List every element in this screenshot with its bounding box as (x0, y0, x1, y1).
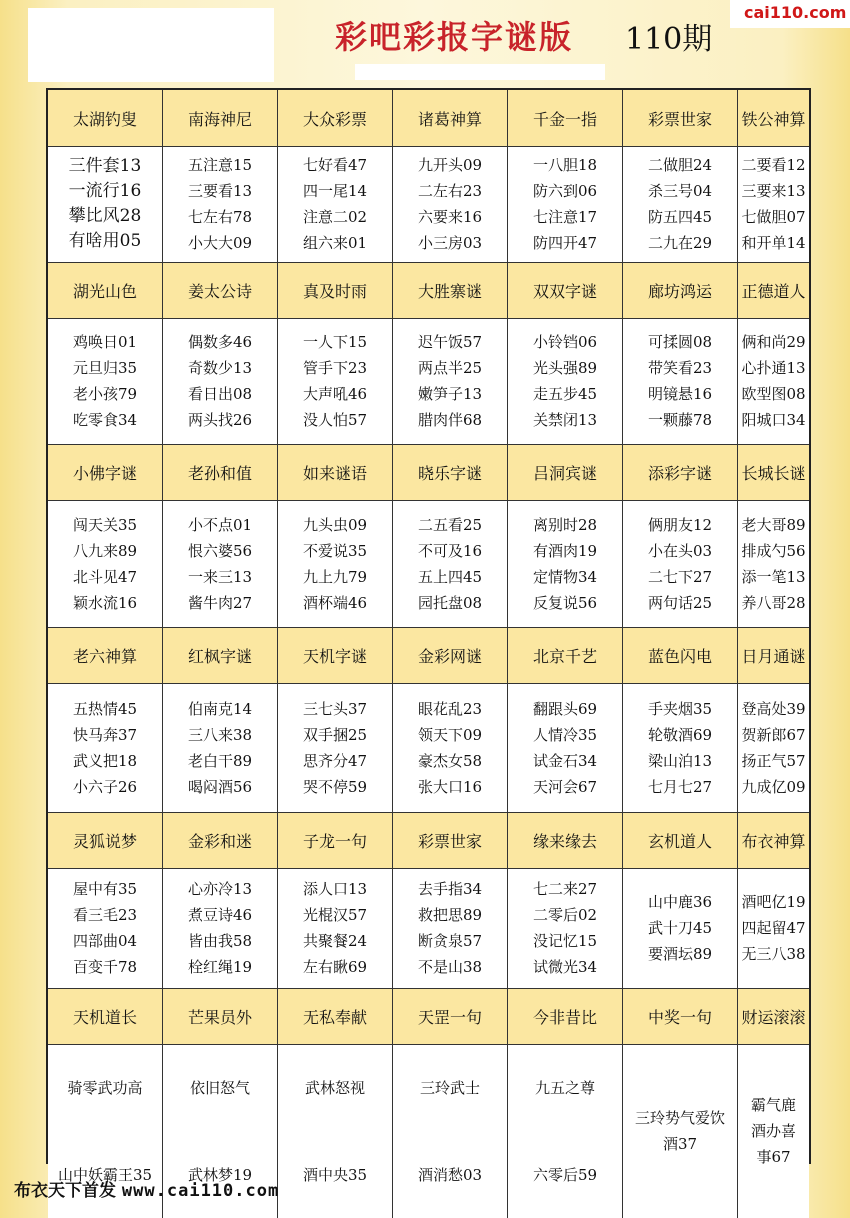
riddle-line: 九五之尊 (534, 1078, 595, 1097)
riddle-line: 离别时28 (532, 515, 598, 534)
column-header: 铁公神算 (741, 109, 806, 129)
riddle-line: 试金石34 (532, 751, 598, 770)
riddle-line: 一八胆18 (532, 156, 598, 174)
riddle-line: 光头强89 (532, 359, 598, 377)
riddle-line: 三玲势气爱饮酒37 (634, 1109, 725, 1153)
riddle-line: 不爱说35 (302, 541, 368, 560)
riddle-line: 一来三13 (187, 567, 253, 586)
column-header: 真及时雨 (278, 262, 393, 318)
riddle-line: 栓红绳19 (187, 958, 253, 976)
riddle-line: 豪杰女58 (417, 751, 483, 770)
riddle-line: 排成勺56 (741, 541, 806, 560)
riddle-cell (48, 683, 163, 812)
riddle-line: 二七下27 (647, 567, 713, 586)
riddle-line: 酒中央35 (302, 1165, 368, 1184)
riddle-line: 二左右23 (417, 182, 483, 200)
row-divider (48, 500, 809, 501)
header-row (48, 627, 809, 683)
riddle-line: 手夹烟35 (647, 699, 713, 718)
column-header: 日月通谜 (741, 646, 806, 666)
riddle-line: 酒消愁03 (417, 1165, 483, 1184)
riddle-line: 三要看13 (187, 182, 253, 200)
column-header: 财运滚滚 (741, 1007, 806, 1027)
riddle-line: 恨六婆56 (187, 541, 253, 560)
body-row (48, 868, 809, 988)
riddle-line: 小不点01 (187, 515, 253, 534)
column-header: 双双字谜 (508, 262, 623, 318)
column-header: 老孙和值 (163, 444, 278, 500)
riddle-line: 七做胆07 (741, 208, 806, 226)
riddle-line: 光棍汉57 (302, 906, 368, 924)
riddle-cell (738, 683, 809, 812)
riddle-line: 骑零武功高 (67, 1078, 143, 1097)
riddle-line: 武林梦19 (187, 1165, 253, 1184)
header-row (48, 90, 809, 146)
riddle-cell (508, 500, 623, 627)
body-row (48, 146, 809, 262)
row-divider (48, 146, 809, 147)
riddle-line: 轮敬酒69 (647, 725, 713, 744)
issue-number: 110期 (625, 22, 713, 57)
riddle-line: 吃零食34 (72, 411, 138, 429)
column-header: 正德道人 (741, 281, 806, 301)
column-header: 蓝色闪电 (623, 627, 738, 683)
riddle-line: 九开头09 (417, 156, 483, 174)
riddle-line: 三件套13 (68, 156, 142, 176)
riddle-line: 心扑通13 (741, 359, 806, 377)
riddle-cell (393, 500, 508, 627)
riddle-line: 百变千78 (72, 958, 138, 976)
riddle-line: 老小孩79 (72, 385, 138, 403)
column-header: 大胜寨谜 (393, 262, 508, 318)
riddle-line: 养八哥28 (741, 593, 806, 612)
column-header: 中奖一句 (623, 988, 738, 1044)
riddle-cell (738, 500, 809, 627)
footer-url[interactable]: www.cai110.com (121, 1181, 280, 1201)
column-header: 天机字谜 (278, 627, 393, 683)
footer-text: 布衣天下首发 (14, 1181, 116, 1201)
column-header: 彩票世家 (623, 90, 738, 146)
riddle-cell (623, 146, 738, 262)
row-divider (48, 1044, 809, 1045)
riddle-line: 三八来38 (187, 725, 253, 744)
riddle-line: 武十刀45 (647, 919, 713, 937)
row-divider (48, 627, 809, 628)
riddle-line: 颖水流16 (72, 593, 138, 612)
riddle-line: 伯南克14 (187, 699, 253, 718)
riddle-cell (738, 318, 809, 444)
riddle-line: 防五四45 (647, 208, 713, 226)
column-header: 老六神算 (48, 627, 163, 683)
riddle-line: 二九在29 (647, 234, 713, 252)
riddle-line: 要酒坛89 (647, 945, 713, 963)
riddle-line: 七月七27 (647, 777, 713, 796)
riddle-cell (393, 683, 508, 812)
riddle-line: 没记忆15 (532, 932, 598, 950)
column-header: 缘来缘去 (508, 812, 623, 868)
riddle-line: 三玲武士 (419, 1078, 480, 1097)
footer (14, 1176, 279, 1201)
riddle-line: 防六到06 (532, 182, 598, 200)
riddle-cell (738, 1044, 809, 1218)
riddle-line: 武义把18 (72, 751, 138, 770)
riddle-line: 七注意17 (532, 208, 598, 226)
column-header: 太湖钓叟 (48, 90, 163, 146)
header-row (48, 812, 809, 868)
riddle-cell (508, 868, 623, 988)
riddle-line: 奇数少13 (187, 359, 253, 377)
riddle-cell (278, 146, 393, 262)
riddle-line: 没人怕57 (302, 411, 368, 429)
riddle-line: 六要来16 (417, 208, 483, 226)
riddle-line: 五上四45 (417, 567, 483, 586)
riddle-cell (393, 146, 508, 262)
riddle-line: 快马奔37 (72, 725, 138, 744)
column-header: 吕洞宾谜 (508, 444, 623, 500)
riddle-line: 酒杯端46 (302, 593, 368, 612)
riddle-cell (48, 500, 163, 627)
top-left-blank-box (28, 8, 274, 82)
riddle-line: 二要看12 (741, 156, 806, 174)
riddle-cell (738, 868, 809, 988)
riddle-line: 天河会67 (532, 777, 598, 796)
column-header: 千金一指 (508, 90, 623, 146)
riddle-line: 九头虫09 (302, 515, 368, 534)
riddle-line: 三要来13 (741, 182, 806, 200)
riddle-line: 霸气鹿酒办喜事67 (750, 1096, 796, 1166)
riddle-line: 一颗藤78 (647, 411, 713, 429)
riddle-line: 四起留47 (741, 919, 806, 937)
riddle-line: 八九来89 (72, 541, 138, 560)
riddle-line: 两点半25 (417, 359, 483, 377)
column-header: 诸葛神算 (393, 90, 508, 146)
riddle-line: 防四开47 (532, 234, 598, 252)
riddle-line: 闯天关35 (72, 515, 138, 534)
riddle-line: 山中鹿36 (647, 893, 713, 911)
row-divider (48, 812, 809, 813)
riddle-cell (393, 868, 508, 988)
riddle-cell (163, 318, 278, 444)
riddle-line: 二零后02 (532, 906, 598, 924)
column-header: 金彩网谜 (393, 627, 508, 683)
column-header: 添彩字谜 (623, 444, 738, 500)
riddle-cell (48, 868, 163, 988)
riddle-cell (508, 146, 623, 262)
body-row (48, 500, 809, 627)
row-divider (48, 444, 809, 445)
riddle-line: 不可及16 (417, 541, 483, 560)
riddle-line: 九成亿09 (741, 777, 806, 796)
riddle-line: 大声吼46 (302, 385, 368, 403)
column-header: 红枫字谜 (163, 627, 278, 683)
header-row (48, 262, 809, 318)
riddle-line: 无三八38 (741, 945, 806, 963)
riddle-line: 迟午饭57 (417, 333, 483, 351)
riddle-line: 俩和尚29 (741, 333, 806, 351)
riddle-line: 不是山38 (417, 958, 483, 976)
riddle-cell (163, 683, 278, 812)
riddle-line: 九上九79 (302, 567, 368, 586)
riddle-line: 小铃铛06 (532, 333, 598, 351)
riddle-line: 六零后59 (532, 1165, 598, 1184)
riddle-line: 注意二02 (302, 208, 368, 226)
column-header: 如来谜语 (278, 444, 393, 500)
riddle-line: 关禁闭13 (532, 411, 598, 429)
row-divider (48, 318, 809, 319)
title-underline-box (355, 64, 605, 80)
riddle-line: 救把思89 (417, 906, 483, 924)
column-header: 长城长谜 (741, 463, 806, 483)
riddle-line: 三七头37 (302, 699, 368, 718)
riddle-line: 小大大09 (187, 234, 253, 252)
row-divider (48, 868, 809, 869)
riddle-line: 老大哥89 (741, 515, 806, 534)
riddle-line: 喝闷酒56 (187, 777, 253, 796)
site-badge[interactable] (730, 0, 850, 28)
riddle-line: 俩朋友12 (647, 515, 713, 534)
column-header: 湖光山色 (48, 262, 163, 318)
riddle-cell (48, 318, 163, 444)
riddle-line: 北斗见47 (72, 567, 138, 586)
riddle-line: 阳城口34 (741, 411, 806, 429)
body-row (48, 683, 809, 812)
column-header: 灵狐说梦 (48, 812, 163, 868)
riddle-line: 小六子26 (72, 777, 138, 796)
riddle-line: 定情物34 (532, 567, 598, 586)
column-header: 彩票世家 (393, 812, 508, 868)
riddle-line: 杀三号04 (647, 182, 713, 200)
column-header: 大众彩票 (278, 90, 393, 146)
riddle-cell (508, 318, 623, 444)
column-header: 北京千艺 (508, 627, 623, 683)
riddle-line: 酒吧亿19 (741, 893, 806, 911)
riddle-line: 扬正气57 (741, 751, 806, 770)
column-header: 玄机道人 (623, 812, 738, 868)
row-divider (48, 988, 809, 989)
riddle-cell (508, 683, 623, 812)
riddle-line: 共聚餐24 (302, 932, 368, 950)
riddle-line: 看日出08 (187, 385, 253, 403)
riddle-line: 嫩笋子13 (417, 385, 483, 403)
riddle-cell (278, 1044, 393, 1218)
column-header: 芒果员外 (163, 988, 278, 1044)
column-header: 晓乐字谜 (393, 444, 508, 500)
riddle-line: 管手下23 (302, 359, 368, 377)
column-header: 小佛字谜 (48, 444, 163, 500)
column-header: 布衣神算 (741, 831, 806, 851)
riddle-cell (278, 683, 393, 812)
riddle-line: 欧型图08 (741, 385, 806, 403)
riddle-line: 断贪泉57 (417, 932, 483, 950)
riddle-line: 元旦归35 (72, 359, 138, 377)
riddle-cell (623, 318, 738, 444)
riddle-cell (738, 146, 809, 262)
riddle-line: 七好看47 (302, 156, 368, 174)
riddle-line: 一人下15 (302, 333, 368, 351)
riddle-line: 反复说56 (532, 593, 598, 612)
riddle-cell (508, 1044, 623, 1218)
riddle-cell (278, 868, 393, 988)
riddle-cell (163, 868, 278, 988)
riddle-line: 四一尾14 (302, 182, 368, 200)
riddle-line: 试微光34 (532, 958, 598, 976)
site-link[interactable]: cai110.com (744, 3, 847, 22)
riddle-line: 园托盘08 (417, 593, 483, 612)
riddle-line: 双手捆25 (302, 725, 368, 744)
riddle-line: 眼花乱23 (417, 699, 483, 718)
riddle-line: 偶数多46 (187, 333, 253, 351)
riddle-line: 酱牛肉27 (187, 593, 253, 612)
header-row (48, 988, 809, 1044)
riddle-line: 思齐分47 (302, 751, 368, 770)
column-header: 南海神尼 (163, 90, 278, 146)
riddle-line: 走五步45 (532, 385, 598, 403)
riddle-cell (163, 500, 278, 627)
riddle-line: 和开单14 (741, 234, 806, 252)
column-header: 天机道长 (48, 988, 163, 1044)
riddle-cell (393, 1044, 508, 1218)
column-header: 姜太公诗 (163, 262, 278, 318)
riddle-line: 四部曲04 (72, 932, 138, 950)
riddle-line: 武林怒视 (304, 1078, 365, 1097)
riddle-line: 小在头03 (647, 541, 713, 560)
riddle-line: 有酒肉19 (532, 541, 598, 560)
riddle-line: 可揉圆08 (647, 333, 713, 351)
riddle-line: 皆由我58 (187, 932, 253, 950)
riddle-line: 七二来27 (532, 880, 598, 898)
riddle-line: 七左右78 (187, 208, 253, 226)
column-header: 无私奉献 (278, 988, 393, 1044)
riddle-cell (48, 146, 163, 262)
riddle-line: 看三毛23 (72, 906, 138, 924)
riddle-cell (623, 868, 738, 988)
riddle-line: 带笑看23 (647, 359, 713, 377)
riddle-table (46, 88, 811, 1184)
riddle-line: 两句话25 (647, 593, 713, 612)
riddle-line: 小三房03 (417, 234, 483, 252)
riddle-line: 明镜悬16 (647, 385, 713, 403)
row-divider (48, 683, 809, 684)
riddle-cell (623, 500, 738, 627)
column-header: 金彩和迷 (163, 812, 278, 868)
riddle-line: 登高处39 (741, 699, 806, 718)
riddle-line: 腊肉伴68 (417, 411, 483, 429)
riddle-cell (163, 146, 278, 262)
riddle-line: 左右瞅69 (302, 958, 368, 976)
riddle-line: 五注意15 (187, 156, 253, 174)
riddle-line: 哭不停59 (302, 777, 368, 796)
riddle-cell (623, 683, 738, 812)
riddle-cell (393, 318, 508, 444)
row-divider (48, 262, 809, 263)
riddle-line: 梁山泊13 (647, 751, 713, 770)
riddle-cell (623, 1044, 738, 1218)
riddle-line: 领天下09 (417, 725, 483, 744)
body-row (48, 318, 809, 444)
riddle-line: 一流行16 (68, 181, 142, 201)
column-header: 今非昔比 (508, 988, 623, 1044)
riddle-line: 心亦冷13 (187, 880, 253, 898)
riddle-line: 有啥用05 (68, 231, 142, 251)
riddle-cell (278, 318, 393, 444)
riddle-line: 翻跟头69 (532, 699, 598, 718)
riddle-line: 张大口16 (417, 777, 483, 796)
riddle-line: 山中妖霸王35 (57, 1165, 153, 1184)
header-row (48, 444, 809, 500)
riddle-line: 添一笔13 (741, 567, 806, 586)
riddle-line: 添人口13 (302, 880, 368, 898)
riddle-line: 攀比风28 (68, 206, 142, 226)
riddle-line: 依旧怒气 (189, 1078, 250, 1097)
column-header: 子龙一句 (278, 812, 393, 868)
riddle-line: 去手指34 (417, 880, 483, 898)
riddle-line: 二做胆24 (647, 156, 713, 174)
riddle-cell (278, 500, 393, 627)
riddle-line: 屋中有35 (72, 880, 138, 898)
page-title: 彩吧彩报字谜版 (335, 18, 574, 56)
riddle-line: 两头找26 (187, 411, 253, 429)
column-header: 廊坊鸿运 (623, 262, 738, 318)
riddle-line: 老白干89 (187, 751, 253, 770)
riddle-line: 人情冷35 (532, 725, 598, 744)
riddle-line: 煮豆诗46 (187, 906, 253, 924)
riddle-line: 贺新郎67 (741, 725, 806, 744)
column-header: 天罡一句 (393, 988, 508, 1044)
riddle-line: 五热情45 (72, 699, 138, 718)
riddle-line: 组六来01 (302, 234, 368, 252)
riddle-line: 鸡唤日01 (72, 333, 138, 351)
riddle-line: 二五看25 (417, 515, 483, 534)
